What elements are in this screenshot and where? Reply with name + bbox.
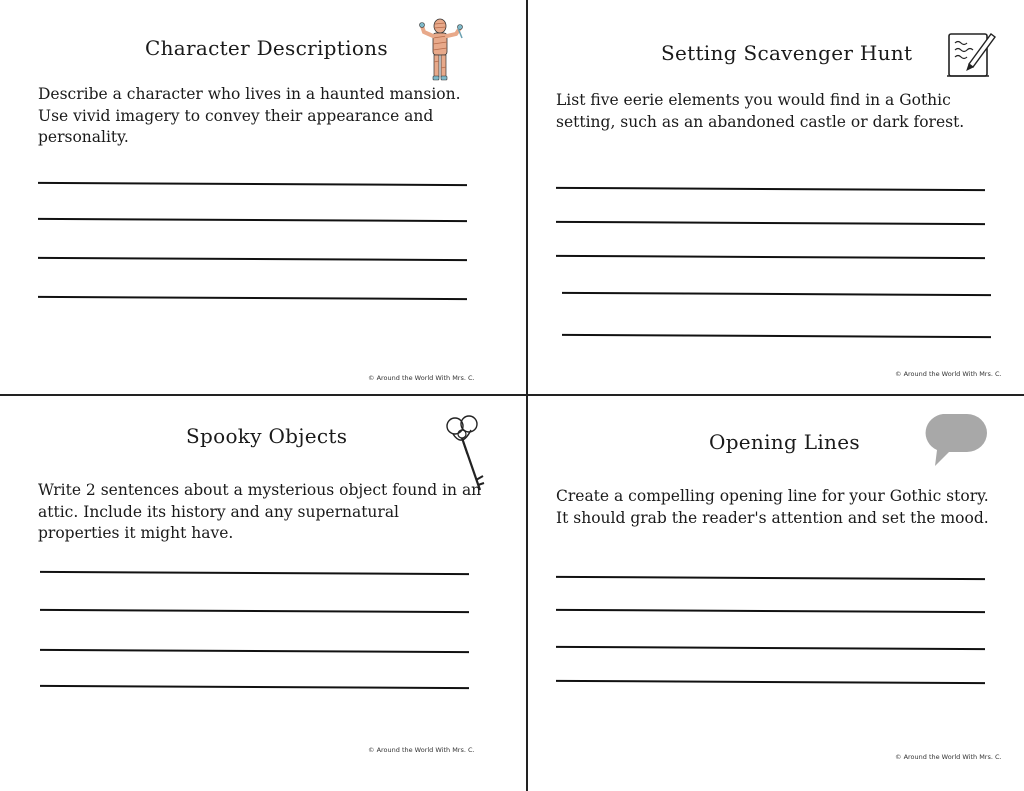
- card-opening-lines: [527, 396, 1024, 791]
- card-title: Setting Scavenger Hunt: [661, 41, 913, 65]
- answer-line[interactable]: [40, 685, 469, 689]
- copyright-footer: © Around the World With Mrs. C.: [368, 746, 475, 754]
- answer-line[interactable]: [556, 255, 985, 259]
- answer-line[interactable]: [556, 609, 985, 613]
- copyright-footer: © Around the World With Mrs. C.: [895, 370, 1002, 378]
- card-title: Spooky Objects: [186, 424, 348, 448]
- notepad-pen-icon: [945, 28, 999, 80]
- card-prompt: Describe a character who lives in a haunted mansion. Use vivid imagery to convey their appearance and personality.: [38, 85, 461, 146]
- answer-line[interactable]: [40, 609, 469, 613]
- answer-line[interactable]: [556, 680, 985, 684]
- speech-bubble-icon: [923, 414, 987, 468]
- card-setting-scavenger-hunt: [527, 0, 1024, 395]
- copyright-footer: © Around the World With Mrs. C.: [895, 753, 1002, 761]
- answer-line[interactable]: [38, 296, 467, 300]
- answer-line[interactable]: [38, 218, 467, 222]
- card-title: Opening Lines: [709, 430, 860, 454]
- answer-line[interactable]: [556, 187, 985, 191]
- card-title: Character Descriptions: [145, 36, 388, 60]
- card-prompt: List five eerie elements you would find in a Gothic setting, such as an abandoned castle or dark forest.: [556, 91, 965, 131]
- card-prompt: Create a compelling opening line for your Gothic story. It should grab the reader's attention and set the mood.: [556, 487, 989, 527]
- mummy-icon: [418, 18, 470, 82]
- answer-line[interactable]: [556, 576, 985, 580]
- card-character-descriptions: [0, 0, 526, 395]
- answer-line[interactable]: [38, 257, 467, 261]
- answer-line[interactable]: [556, 646, 985, 650]
- card-prompt: Write 2 sentences about a mysterious object found in an attic. Include its history and any supernatural properties it might have.: [38, 481, 482, 542]
- answer-line[interactable]: [40, 571, 469, 575]
- answer-line[interactable]: [556, 221, 985, 225]
- answer-line[interactable]: [40, 649, 469, 653]
- answer-line[interactable]: [562, 292, 991, 296]
- copyright-footer: © Around the World With Mrs. C.: [368, 374, 475, 382]
- card-spooky-objects: [0, 396, 526, 791]
- answer-line[interactable]: [562, 334, 991, 338]
- answer-line[interactable]: [38, 182, 467, 186]
